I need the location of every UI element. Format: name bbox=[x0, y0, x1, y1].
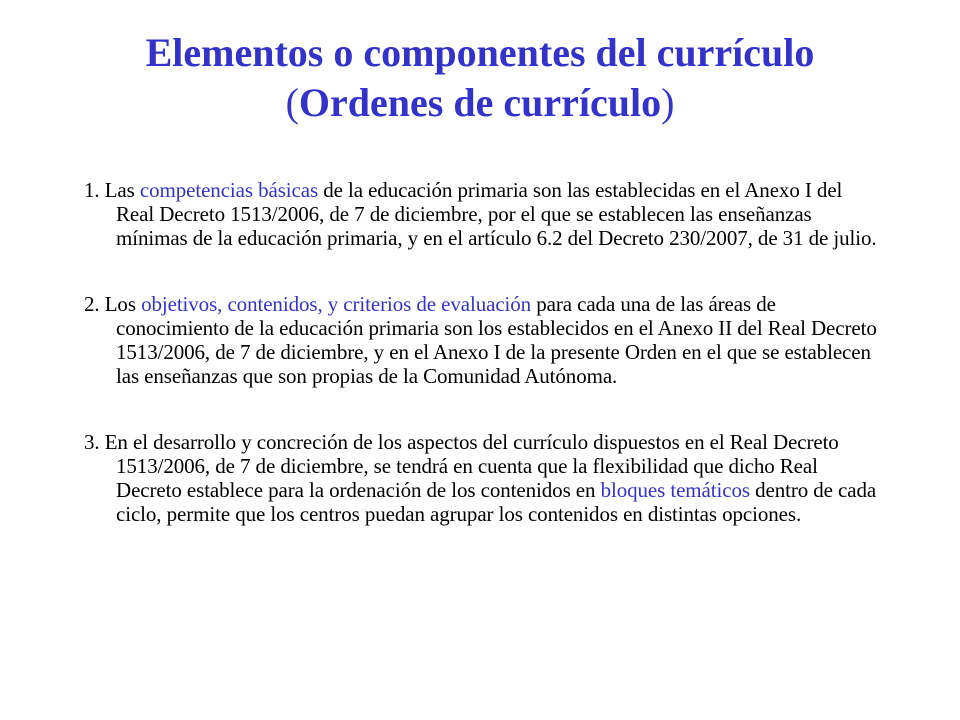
paragraph-2 bbox=[84, 292, 884, 388]
paragraph-1-before: 1. Las bbox=[84, 178, 140, 202]
paragraph-2-before: 2. Los bbox=[84, 292, 142, 316]
title-open-paren: ( bbox=[285, 80, 299, 125]
title-line-2-text: Ordenes de currículo bbox=[298, 80, 662, 125]
paragraph-1-after: de la educación primaria son las establecidas en el Anexo I del Real Decreto 1513/2006, de 7 de diciembre, por el que se establecen las enseñanzas mínimas de la educación primaria, y en el artículo 6.2 del Decreto 230/2007, de 31 de julio. bbox=[116, 178, 877, 250]
title-line-1: Elementos o componentes del currículo bbox=[145, 30, 815, 75]
paragraph-3 bbox=[84, 430, 884, 526]
paragraph-3-highlight: bloques temáticos bbox=[600, 478, 750, 502]
paragraph-2-after: para cada una de las áreas de conocimiento de la educación primaria son los establecidos en el Anexo II del Real Decreto 1513/2006, de 7 de diciembre, y en el Anexo I de la presente Orden en el que se establecen las enseñanzas que son propias de la Comunidad Autónoma. bbox=[116, 292, 877, 388]
title-close-paren: ) bbox=[661, 80, 675, 125]
paragraph-3-before: 3. En el desarrollo y concreción de los aspectos del currículo dispuestos en el Real Decreto 1513/2006, de 7 de diciembre, se tendrá en cuenta que la flexibilidad que dicho Real Decreto establece para la ordenación de los contenidos en bbox=[84, 430, 839, 502]
slide-body bbox=[84, 178, 884, 568]
paragraph-2-highlight: objetivos, contenidos, y criterios de evaluación bbox=[141, 292, 532, 316]
paragraph-1 bbox=[84, 178, 884, 250]
paragraph-3-after: dentro de cada ciclo, permite que los centros puedan agrupar los contenidos en distintas opciones. bbox=[116, 478, 877, 526]
slide-title bbox=[40, 28, 920, 128]
title-line-2 bbox=[40, 78, 920, 128]
paragraph-1-highlight: competencias básicas bbox=[139, 178, 319, 202]
